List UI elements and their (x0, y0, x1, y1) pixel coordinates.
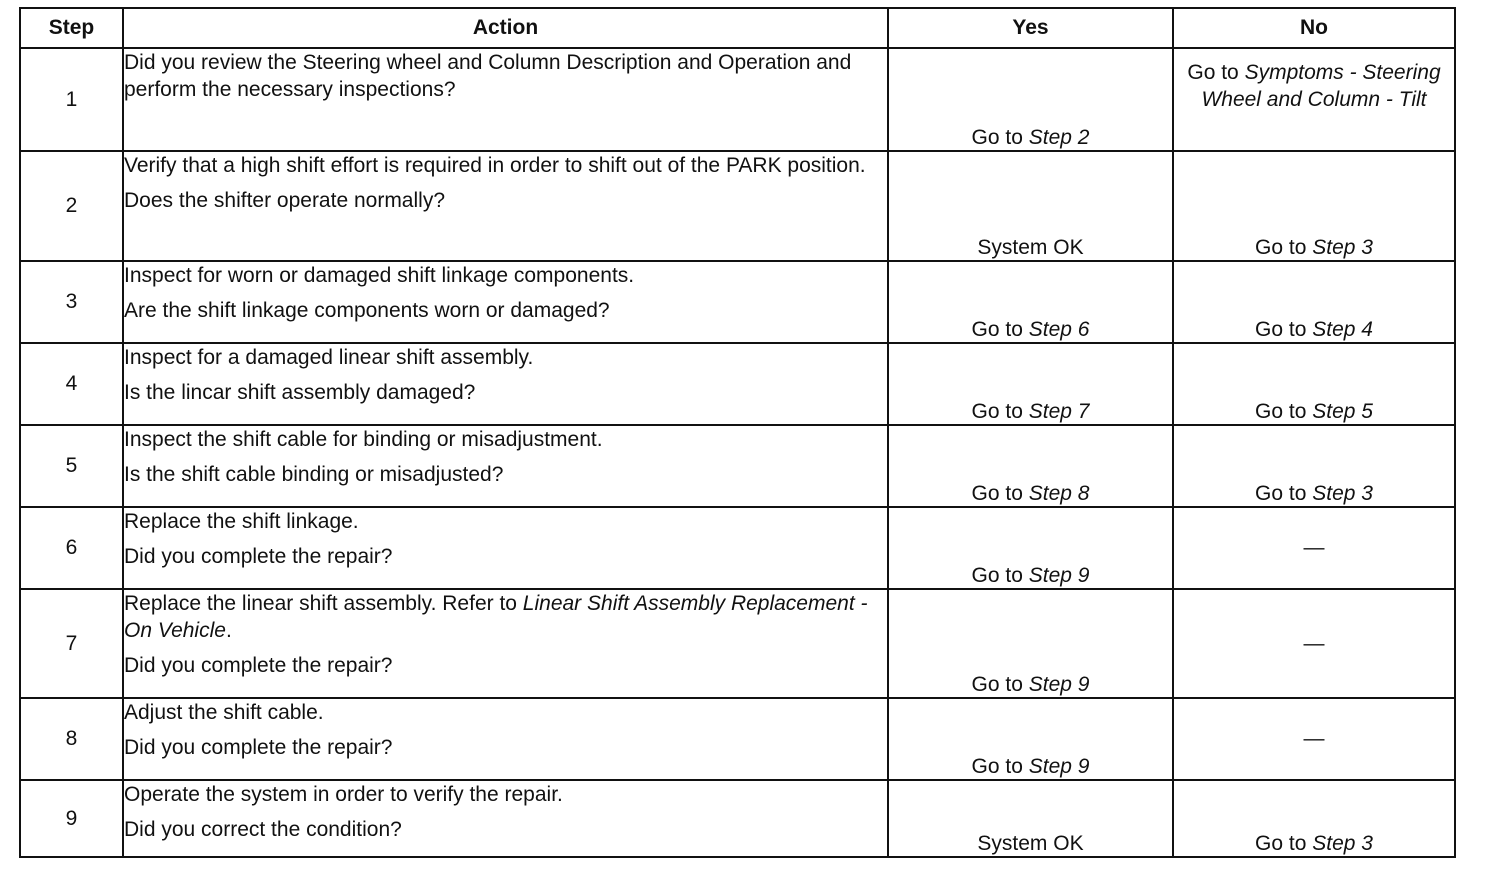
action-text: Verify that a high shift effort is required in order to shift out of the PARK position. (124, 154, 866, 177)
action-text-start: Replace the linear shift assembly. Refer to (124, 592, 523, 615)
action-text: Did you review the Steering wheel and Column Description and Operation and perform the necessary inspections? (124, 51, 852, 101)
yes-step-link[interactable]: Step 2 (1028, 126, 1090, 149)
no-prefix: Go to (1255, 482, 1313, 505)
step-number: 5 (20, 425, 123, 507)
table-row (20, 261, 1455, 343)
action-cell (123, 261, 888, 343)
header-row (20, 8, 1455, 48)
table-row (20, 589, 1455, 698)
procedure-link[interactable]: Linear Shift Assembly Replacement - On Vehicle (124, 592, 868, 642)
step-number: 8 (20, 698, 123, 780)
yes-step-link[interactable]: Step 9 (1028, 755, 1090, 778)
no-cell (1173, 698, 1455, 780)
yes-cell (888, 589, 1173, 698)
table-row (20, 780, 1455, 857)
no-step-link[interactable]: Step 3 (1312, 236, 1373, 259)
no-dash: — (1303, 631, 1325, 655)
yes-step-link[interactable]: Step 9 (1028, 673, 1090, 696)
table-row (20, 151, 1455, 261)
action-cell (123, 48, 888, 151)
no-cell (1173, 507, 1455, 589)
table-row (20, 425, 1455, 507)
no-cell (1173, 425, 1455, 507)
no-prefix: Go to (1255, 236, 1313, 259)
action-question: Is the lincar shift assembly damaged? (124, 381, 476, 404)
yes-step-link[interactable]: Step 7 (1028, 400, 1090, 423)
header-action: Action (123, 8, 888, 48)
action-text (124, 590, 887, 644)
action-question: Did you complete the repair? (124, 654, 393, 677)
no-cell (1173, 151, 1455, 261)
action-cell (123, 507, 888, 589)
no-symptoms-link[interactable]: Symptoms - Steering Wheel and Column - Tilt (1201, 61, 1441, 111)
action-cell (123, 151, 888, 261)
no-step-link[interactable]: Step 3 (1312, 482, 1373, 505)
yes-text: System OK (977, 832, 1084, 855)
yes-prefix: Go to (971, 126, 1029, 149)
yes-cell (888, 343, 1173, 425)
yes-step-link[interactable]: Step 8 (1028, 482, 1090, 505)
step-number: 4 (20, 343, 123, 425)
yes-cell (888, 151, 1173, 261)
step-number: 6 (20, 507, 123, 589)
action-question: Is the shift cable binding or misadjusted? (124, 463, 504, 486)
table-row (20, 343, 1455, 425)
action-text: Adjust the shift cable. (124, 701, 324, 724)
action-cell (123, 780, 888, 857)
action-question: Did you complete the repair? (124, 545, 393, 568)
step-number: 3 (20, 261, 123, 343)
header-step: Step (20, 8, 123, 48)
yes-prefix: Go to (971, 564, 1029, 587)
action-text: Inspect the shift cable for binding or misadjustment. (124, 428, 603, 451)
no-dash: — (1303, 727, 1325, 750)
yes-cell (888, 261, 1173, 343)
header-no: No (1173, 8, 1455, 48)
yes-prefix: Go to (971, 482, 1029, 505)
no-prefix: Go to (1255, 832, 1313, 855)
no-step-link[interactable]: Step 5 (1312, 400, 1373, 423)
action-question: Are the shift linkage components worn or damaged? (124, 299, 610, 322)
action-text: Inspect for worn or damaged shift linkage components. (124, 264, 635, 287)
action-text: Replace the shift linkage. (124, 510, 359, 533)
header-yes: Yes (888, 8, 1173, 48)
action-cell (123, 425, 888, 507)
yes-cell (888, 507, 1173, 589)
no-prefix: Go to (1187, 61, 1245, 84)
step-number: 7 (20, 589, 123, 698)
yes-prefix: Go to (971, 755, 1029, 778)
no-cell (1173, 589, 1455, 698)
no-cell (1173, 48, 1455, 151)
table-row (20, 507, 1455, 589)
yes-cell (888, 425, 1173, 507)
yes-prefix: Go to (971, 400, 1029, 423)
no-cell (1173, 343, 1455, 425)
yes-step-link[interactable]: Step 6 (1028, 318, 1090, 341)
yes-text: System OK (977, 236, 1084, 259)
step-number: 1 (20, 48, 123, 151)
action-cell (123, 698, 888, 780)
yes-step-link[interactable]: Step 9 (1028, 564, 1090, 587)
table-row (20, 48, 1455, 151)
no-step-link[interactable]: Step 3 (1312, 832, 1373, 855)
step-number: 2 (20, 151, 123, 261)
no-prefix: Go to (1255, 400, 1313, 423)
yes-prefix: Go to (971, 673, 1029, 696)
yes-cell (888, 780, 1173, 857)
step-number: 9 (20, 780, 123, 857)
yes-cell (888, 698, 1173, 780)
no-cell (1173, 261, 1455, 343)
no-prefix: Go to (1255, 318, 1313, 341)
action-question: Did you correct the condition? (124, 818, 402, 841)
diagnostic-table (19, 7, 1456, 858)
action-cell (123, 589, 888, 698)
no-cell (1173, 780, 1455, 857)
table-row (20, 698, 1455, 780)
action-question: Does the shifter operate normally? (124, 189, 445, 212)
action-cell (123, 343, 888, 425)
no-step-link[interactable]: Step 4 (1312, 318, 1373, 341)
action-text-end: . (225, 619, 232, 642)
no-dash: — (1303, 536, 1325, 559)
action-text: Inspect for a damaged linear shift assembly. (124, 346, 534, 369)
yes-cell (888, 48, 1173, 151)
yes-prefix: Go to (971, 318, 1029, 341)
action-text: Operate the system in order to verify the repair. (124, 783, 563, 806)
action-question: Did you complete the repair? (124, 736, 393, 759)
